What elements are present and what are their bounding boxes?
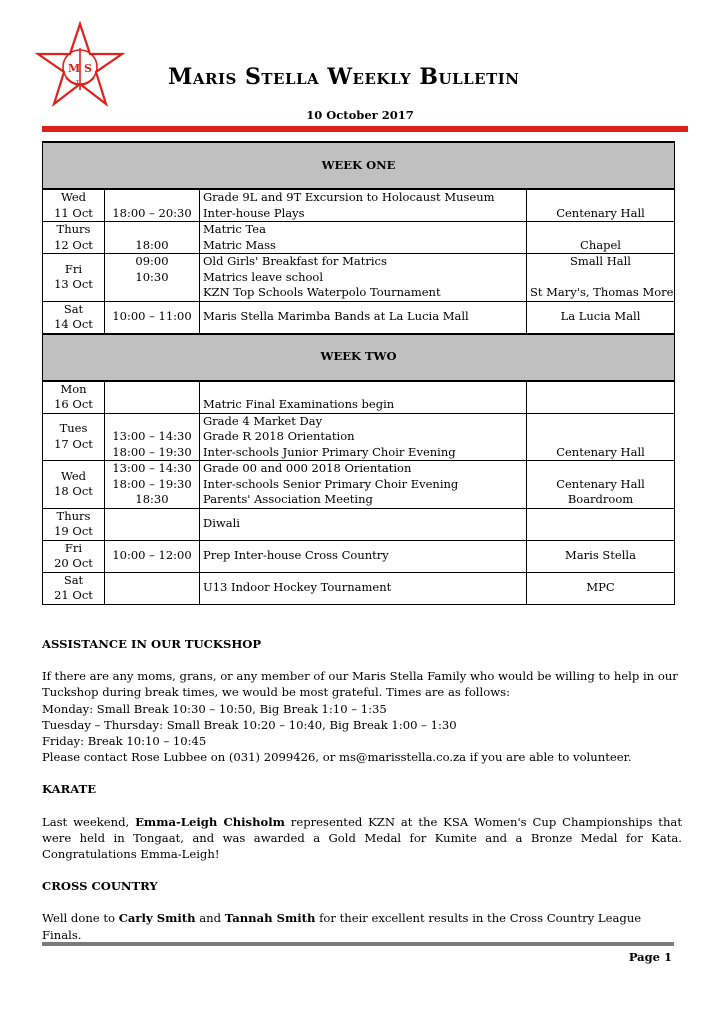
- table-row: [43, 508, 675, 540]
- cross-country-heading: CROSS COUNTRY: [42, 879, 158, 894]
- time-cell: 10:00 – 12:00: [105, 540, 200, 572]
- time-cell: 13:00 – 14:30 18:00 – 19:30 18:30: [105, 461, 200, 509]
- school-logo: [34, 20, 126, 112]
- venue-cell: Centenary Hall Boardroom: [527, 461, 675, 509]
- venue-cell: Centenary Hall: [527, 189, 675, 222]
- table-row: [43, 540, 675, 572]
- tuckshop-contact: Please contact Rose Lubbee on (031) 2099426, or ms@marisstella.co.za if you are able to volunteer.: [42, 750, 632, 765]
- venue-cell: Chapel: [527, 222, 675, 254]
- week-two-header: WEEK TWO: [43, 334, 675, 381]
- cross-country-paragraph: Well done to Carly Smith and Tannah Smith for their excellent results in the Cross Country League Finals.: [42, 911, 642, 942]
- athlete-name: Tannah Smith: [224, 911, 316, 926]
- table-row: [43, 222, 675, 254]
- table-row: [43, 301, 675, 334]
- tuckshop-tue-thu: Tuesday – Thursday: Small Break 10:20 – 10:40, Big Break 1:00 – 1:30: [42, 717, 457, 732]
- time-cell: [105, 572, 200, 604]
- event-cell: Matric Final Examinations begin: [200, 381, 527, 414]
- time-cell: 09:00 10:30: [105, 254, 200, 302]
- day-cell: Wed 18 Oct: [43, 461, 105, 509]
- tuckshop-monday: Monday: Small Break 10:30 – 10:50, Big Break 1:10 – 1:35: [42, 701, 387, 716]
- time-cell: 18:00 – 20:30: [105, 189, 200, 222]
- karate-heading: KARATE: [42, 782, 97, 797]
- time-cell: 18:00: [105, 222, 200, 254]
- day-cell: Tues 17 Oct: [43, 413, 105, 461]
- table-row: [43, 254, 675, 302]
- event-cell: Grade 4 Market Day Grade R 2018 Orientation Inter-schools Junior Primary Choir Evening: [200, 413, 527, 461]
- event-cell: Grade 00 and 000 2018 Orientation Inter-schools Senior Primary Choir Evening Parents' Association Meeting: [200, 461, 527, 509]
- athlete-name: Carly Smith: [118, 911, 196, 926]
- venue-cell: La Lucia Mall: [527, 301, 675, 334]
- tuckshop-friday: Friday: Break 10:10 – 10:45: [42, 734, 207, 749]
- bulletin-date: 10 October 2017: [306, 108, 414, 122]
- week-one-header: WEEK ONE: [43, 142, 675, 189]
- header-divider: [42, 126, 688, 132]
- table-row: [43, 461, 675, 509]
- time-cell: [105, 381, 200, 414]
- athlete-name: Emma-Leigh Chisholm: [135, 814, 285, 829]
- table-row: [43, 381, 675, 414]
- karate-paragraph: Last weekend, Emma-Leigh Chisholm represented KZN at the KSA Women's Cup Championships that were held in Tongaat, and was awarded a Gold Medal for Kumite and a Bronze Medal for Kata. Congratulations Emma-Leigh!: [42, 814, 683, 862]
- event-cell: Grade 9L and 9T Excursion to Holocaust Museum Inter-house Plays: [200, 189, 527, 222]
- event-cell: Old Girls' Breakfast for Matrics Matrics leave school KZN Top Schools Waterpolo Tournament: [200, 254, 527, 302]
- event-cell: Matric Tea Matric Mass: [200, 222, 527, 254]
- table-row: [43, 572, 675, 604]
- bulletin-title: Maris Stella Weekly Bulletin: [168, 64, 520, 90]
- footer-divider: [42, 942, 674, 946]
- svg-text:S: S: [84, 62, 92, 75]
- venue-cell: MPC: [527, 572, 675, 604]
- venue-cell: [527, 508, 675, 540]
- bulletin-body: [42, 636, 682, 943]
- event-cell: U13 Indoor Hockey Tournament: [200, 572, 527, 604]
- table-row: [43, 189, 675, 222]
- day-cell: Sat 21 Oct: [43, 572, 105, 604]
- table-row: [43, 413, 675, 461]
- day-cell: Wed 11 Oct: [43, 189, 105, 222]
- day-cell: Sat 14 Oct: [43, 301, 105, 334]
- time-cell: 10:00 – 11:00: [105, 301, 200, 334]
- event-cell: Diwali: [200, 508, 527, 540]
- venue-cell: Maris Stella: [527, 540, 675, 572]
- svg-text:M: M: [68, 62, 81, 75]
- tuckshop-heading: ASSISTANCE IN OUR TUCKSHOP: [42, 637, 262, 651]
- venue-cell: Centenary Hall: [527, 413, 675, 461]
- tuckshop-intro: If there are any moms, grans, or any member of our Maris Stella Family who would be willing to help in our Tuckshop during break times, we would be most grateful. Times are as follows:: [42, 669, 678, 700]
- day-cell: Thurs 12 Oct: [43, 222, 105, 254]
- time-cell: 13:00 – 14:30 18:00 – 19:30: [105, 413, 200, 461]
- day-cell: Mon 16 Oct: [43, 381, 105, 414]
- page-number: Page 1: [628, 950, 672, 964]
- event-cell: Prep Inter-house Cross Country: [200, 540, 527, 572]
- day-cell: Fri 20 Oct: [43, 540, 105, 572]
- venue-cell: [527, 381, 675, 414]
- time-cell: [105, 508, 200, 540]
- schedule-table: [42, 141, 675, 605]
- day-cell: Thurs 19 Oct: [43, 508, 105, 540]
- day-cell: Fri 13 Oct: [43, 254, 105, 302]
- svg-text:L: L: [76, 79, 82, 88]
- event-cell: Maris Stella Marimba Bands at La Lucia Mall: [200, 301, 527, 334]
- venue-cell: Small Hall St Mary's, Thomas More: [527, 254, 675, 302]
